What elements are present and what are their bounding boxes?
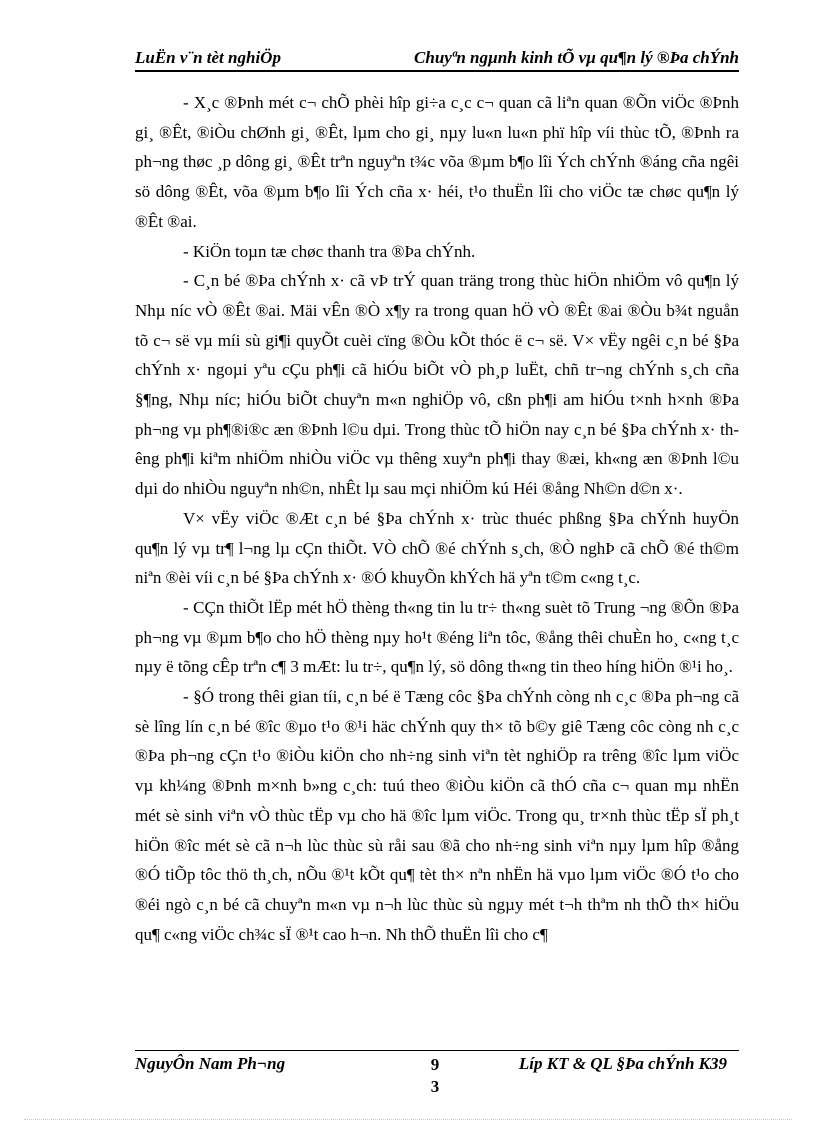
paragraph-commune-officials: - C¸n bé ®Þa chÝnh x· cã vÞ trÝ quan träng trong thùc hiÖn nhiÖm vô qu¶n lý Nhµ níc vÒ ®Êt ®ai. Mäi vÊn ®Ò x¶y ra trong quan hÖ vÒ ®Êt ®ai ®Òu b¾t nguån tõ c¬ së vµ míi sù gi¶i quyÕt cuèi cïng ®Òu kÕt thóc ë c¬ së. V× vËy ngêi c¸n bé §Þa chÝnh x· ngoµi yªu cÇu ph¶i cã hiÓu biÕt vÒ ph¸p luËt, chñ tr¬ng chÝnh s¸ch cña §¶ng, Nhµ níc; hiÓu biÕt chuyªn m«n nghiÖp vô, cßn ph¶i am hiÓu t×nh h×nh ®Þa ph¬ng vµ ph¶®i®c æn ®Þnh l©u dµi. Trong thùc tÕ hiÖn nay c¸n bé §Þa chÝnh x· thêng ph¶i kiªm nhiÖm nhiÒu viÖc vµ thêng xuyªn ph¶i thay ®æi, kh«ng æn ®Þnh l©u dµi do nhiÒu nguyªn nh©n, nhÊt lµ sau mçi nhiÖm kú Héi ®ång Nh©n d©n x·. [135,271,739,499]
page-number [425,1054,445,1098]
paragraph-training: - §Ó trong thêi gian tíi, c¸n bé ë Tæng côc §Þa chÝnh còng nh c¸c ®Þa ph¬ng cã sè lîng lín c¸n bé ®îc ®µo t¹o ®¹i häc chÝnh quy th× tõ b©y giê Tæng côc còng nh c¸c ®Þa ph¬ng cÇn t¹o ®iÒu kiÖn cho nh÷ng sinh viªn tèt nghiÖp ra trêng ®îc lµm viÖc vµ kh¼ng ®Þnh m×nh b»ng c¸ch: tuú theo ®iÒu kiÖn cã thÓ cña c¬ quan mµ nhËn mét sè sinh viªn vÒ thùc tËp vµ cho hä ®îc lµm viÖc. Trong qu¸ tr×nh thùc tËp sÏ ph¸t hiÖn ®îc mét sè cã n¬h lùc thùc sù råi sau ®ã cho nh÷ng sinh viªn nµy lµm hîp ®ång ®Ó tiÕp tôc thö th¸ch, nÕu ®¹t kÕt qu¶ tèt th× nªn nhËn hä vµo lµm viÖc ®Ó t¹o cho ®éi ngò c¸n bé cã chuyªn m«n vµ n¬h lùc thùc sù ngµy mét t¬h thªm nh thÕ th× hiÖu qu¶ c«ng viÖc ch¾c sÏ ®¹t cao h¬n. Nh thÕ thuËn lîi cho c¶ [135,687,739,944]
page-number-top: 9 [430,1055,440,1074]
footer-divider [135,1050,739,1051]
page-header [135,48,739,72]
document-body [135,88,739,949]
footer-author: NguyÔn Nam Ph¬ng [135,1054,286,1073]
header-major-label: Chuyªn ngµnh kinh tÕ vµ qu¶n lý ®Þa chÝnh [414,48,739,67]
header-thesis-label: LuËn v¨n tèt nghiÖp [135,48,281,67]
paragraph-inspection: - KiÖn toµn tæ chøc thanh tra ®Þa chÝnh. [183,241,476,261]
footer-class: Líp KT & QL §Þa chÝnh K39 [518,1054,727,1073]
paragraph-land-pricing: - X¸c ®Þnh mét c¬ chÕ phèi hîp gi÷a c¸c c¬ quan cã liªn quan ®Õn viÖc ®Þnh gi¸ ®Êt, ®iÒu chØnh gi¸ ®Êt, lµm cho gi¸ nµy lu«n lu«n phï hîp víi thùc tÕ, ®Þnh ra ph¬ng thøc ¸p dông gi¸ ®Êt trªn nguyªn t¾c võa ®µm b¶o lîi Ých chÝnh ®áng cña ngêi sö dông ®Êt, võa ®µm b¶o lîi Ých cña x· héi, t¹o thuËn lîi cho viÖc tæ chøc qu¶n lý ®Êt ®ai. [135,93,739,231]
paragraph-district-management: V× vËy viÖc ®Æt c¸n bé §Þa chÝnh x· trùc thuéc phßng §Þa chÝnh huyÖn qu¶n lý vµ tr¶ l¬ng lµ cÇn thiÕt. VÒ chÕ ®é chÝnh s¸ch, ®Ò nghÞ cã chÕ ®é th©m niªn ®èi víi c¸n bé §Þa chÝnh x· ®Ó khuyÕn khÝch hä yªn t©m c«ng t¸c. [135,508,739,588]
paragraph-information-system: - CÇn thiÕt lËp mét hÖ thèng th«ng tin lu tr÷ th«ng suèt tõ Trung ¬ng ®Õn ®Þa ph¬ng vµ ®µm b¶o cho hÖ thèng nµy ho¹t ®éng liªn tôc, ®ång thêi chuÈn ho¸ c«ng t¸c nµy ë tõng cÊp trªn c¶ 3 mÆt: lu tr÷, qu¶n lý, sö dông th«ng tin theo híng hiÖn ®¹i ho¸. [135,597,739,677]
page-number-bottom: 3 [430,1077,440,1096]
page-edge-dotted-line [24,1119,792,1120]
header-divider [135,70,739,72]
